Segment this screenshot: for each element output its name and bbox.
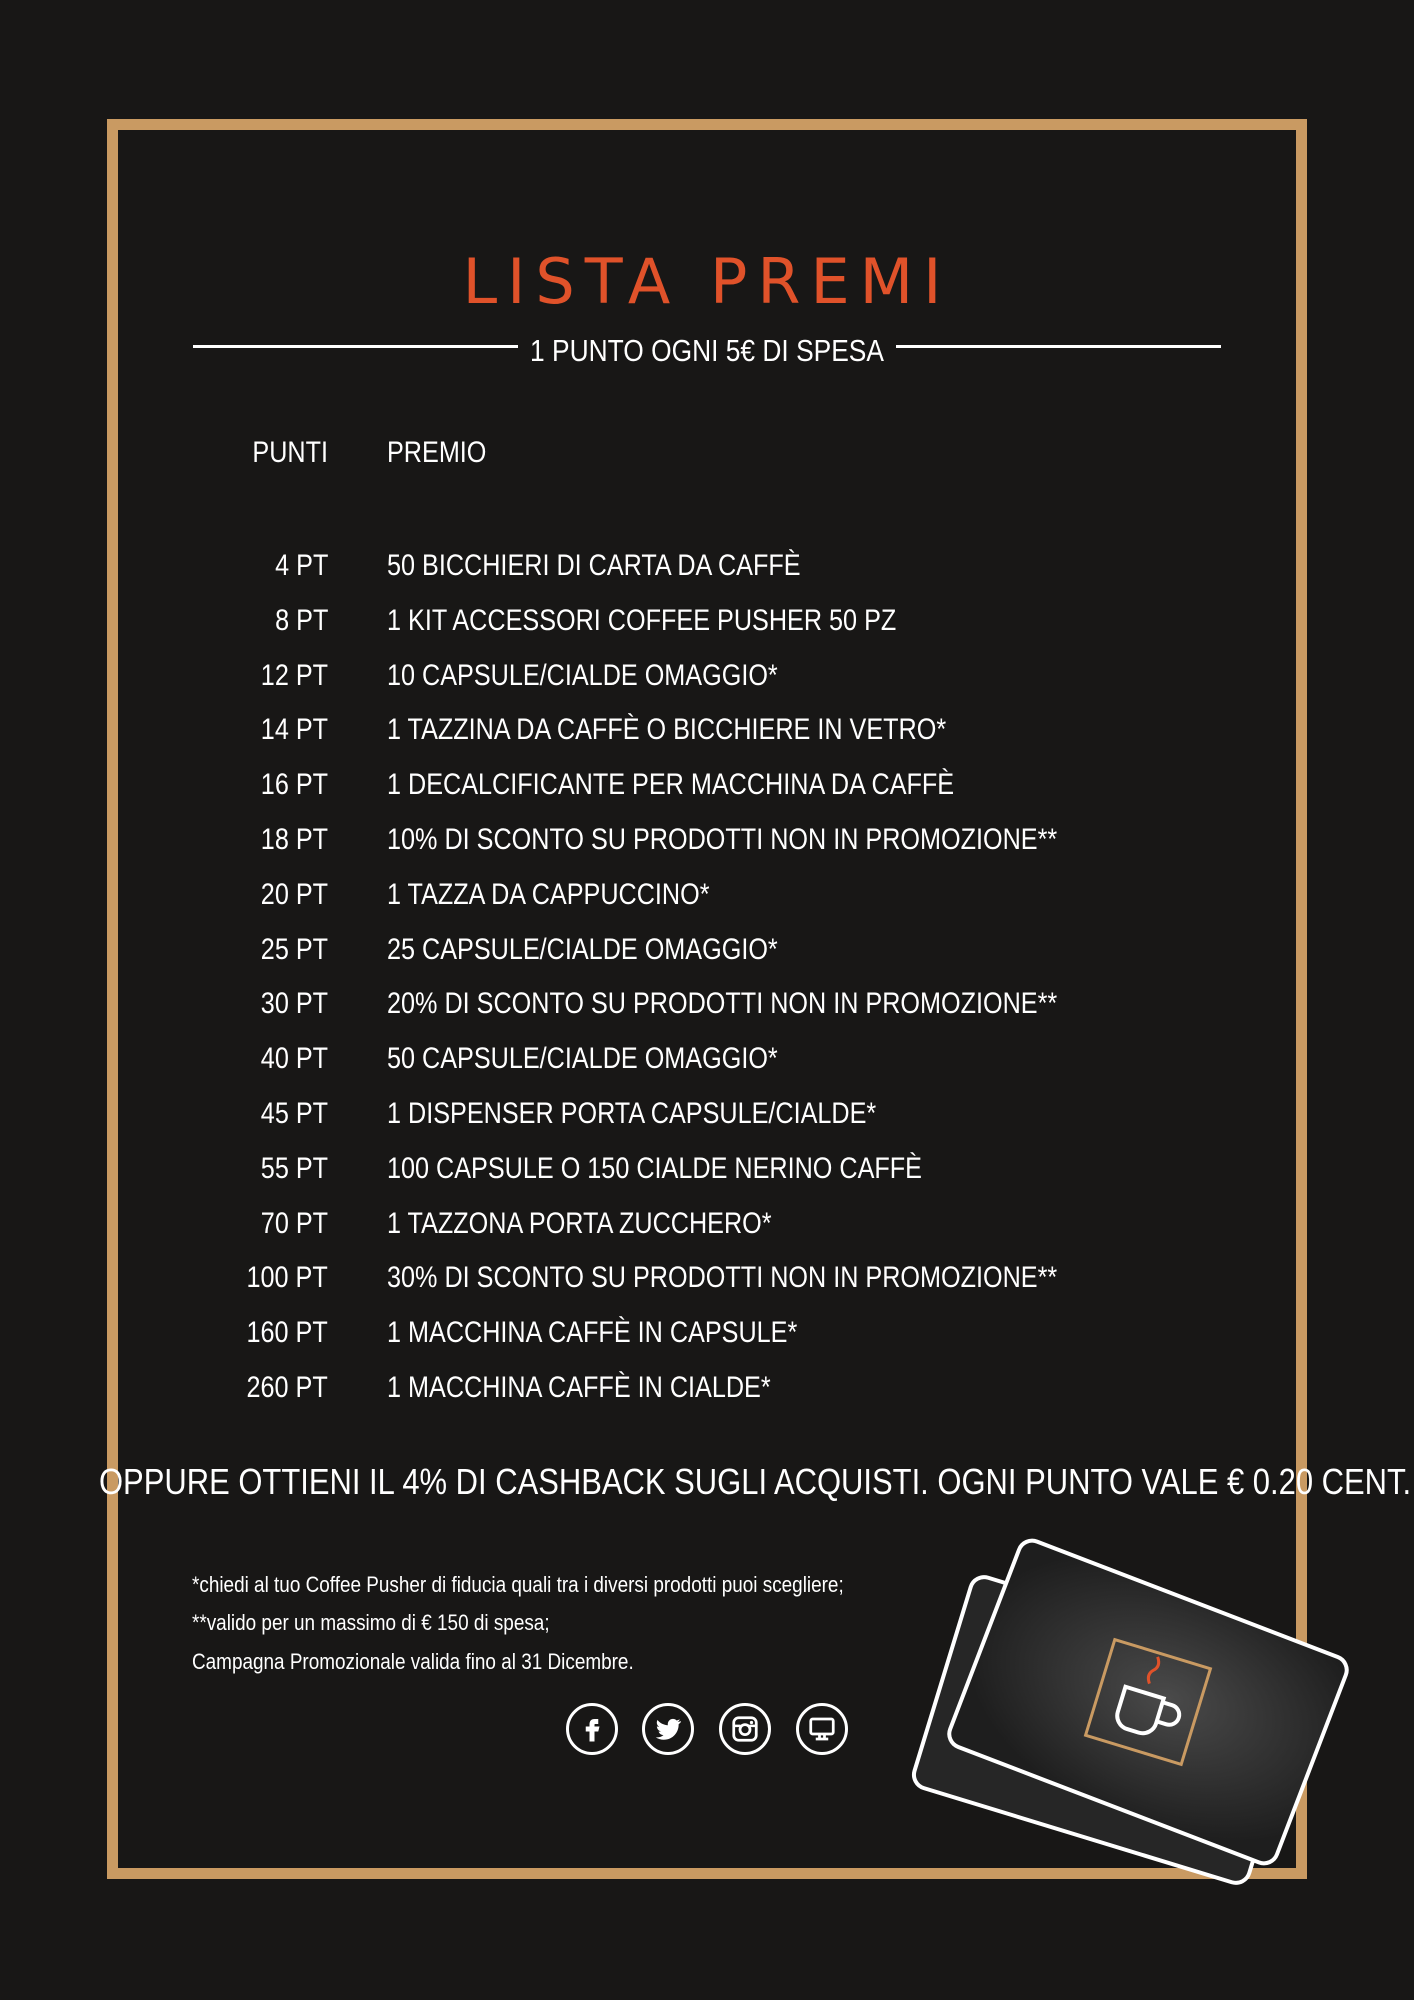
- row-prize: 25 CAPSULE/CIALDE OMAGGIO*: [387, 932, 778, 966]
- row-prize: 1 DECALCIFICANTE PER MACCHINA DA CAFFÈ: [387, 768, 955, 802]
- page-subtitle: 1 PUNTO OGNI 5€ DI SPESA: [530, 333, 884, 368]
- monitor-icon[interactable]: [796, 1703, 848, 1755]
- row-prize: 1 TAZZINA DA CAFFÈ O BICCHIERE IN VETRO*: [387, 713, 947, 747]
- row-points: 100 PT: [246, 1261, 328, 1295]
- row-points: 18 PT: [260, 823, 328, 856]
- front-card: [945, 1537, 1351, 1868]
- column-header-prize: PREMIO: [387, 436, 487, 469]
- row-points: 25 PT: [260, 932, 328, 966]
- row-prize: 1 TAZZONA PORTA ZUCCHERO*: [387, 1206, 772, 1240]
- row-prize: 1 MACCHINA CAFFÈ IN CIALDE*: [387, 1371, 771, 1404]
- row-prize: 50 CAPSULE/CIALDE OMAGGIO*: [387, 1042, 778, 1076]
- row-prize: 1 KIT ACCESSORI COFFEE PUSHER 50 PZ: [387, 603, 897, 637]
- row-prize: 10% DI SCONTO SU PRODOTTI NON IN PROMOZIONE**: [387, 823, 1058, 856]
- row-points: 4 PT: [274, 549, 328, 582]
- row-points: 14 PT: [260, 713, 328, 747]
- row-points: 16 PT: [260, 768, 328, 802]
- row-prize: 1 MACCHINA CAFFÈ IN CAPSULE*: [387, 1316, 798, 1350]
- row-points: 160 PT: [246, 1316, 328, 1350]
- facebook-icon[interactable]: [566, 1703, 618, 1755]
- note-line: Campagna Promozionale valida fino al 31 Dicembre.: [192, 1649, 634, 1674]
- note-line: **valido per un massimo di € 150 di spesa;: [192, 1610, 550, 1635]
- note-line: *chiedi al tuo Coffee Pusher di fiducia quali tra i diversi prodotti puoi scegliere;: [192, 1572, 844, 1597]
- instagram-icon[interactable]: [719, 1703, 771, 1755]
- twitter-icon[interactable]: [642, 1703, 694, 1755]
- row-prize: 10 CAPSULE/CIALDE OMAGGIO*: [387, 658, 778, 692]
- row-prize: 20% DI SCONTO SU PRODOTTI NON IN PROMOZIONE**: [387, 987, 1058, 1021]
- row-points: 70 PT: [260, 1206, 328, 1240]
- column-header-points: PUNTI: [252, 436, 328, 469]
- row-prize: 100 CAPSULE O 150 CIALDE NERINO CAFFÈ: [387, 1151, 922, 1185]
- row-points: 20 PT: [260, 877, 328, 911]
- row-points: 8 PT: [274, 603, 328, 637]
- row-points: 30 PT: [260, 987, 328, 1021]
- row-prize: 30% DI SCONTO SU PRODOTTI NON IN PROMOZIONE**: [387, 1261, 1058, 1295]
- row-points: 40 PT: [260, 1042, 328, 1076]
- row-prize: 1 TAZZA DA CAPPUCCINO*: [387, 877, 710, 911]
- row-points: 45 PT: [260, 1097, 328, 1130]
- row-points: 260 PT: [246, 1371, 328, 1404]
- row-points: 12 PT: [260, 658, 328, 692]
- page-title: LISTA PREMI: [462, 245, 952, 318]
- row-points: 55 PT: [260, 1151, 328, 1185]
- cashback-text: OPPURE OTTIENI IL 4% DI CASHBACK SUGLI ACQUISTI. OGNI PUNTO VALE € 0.20 CENT.: [98, 1461, 1412, 1502]
- row-prize: 1 DISPENSER PORTA CAPSULE/CIALDE*: [387, 1097, 877, 1130]
- loyalty-cards-illustration: [900, 1530, 1380, 1930]
- row-prize: 50 BICCHIERI DI CARTA DA CAFFÈ: [387, 549, 801, 582]
